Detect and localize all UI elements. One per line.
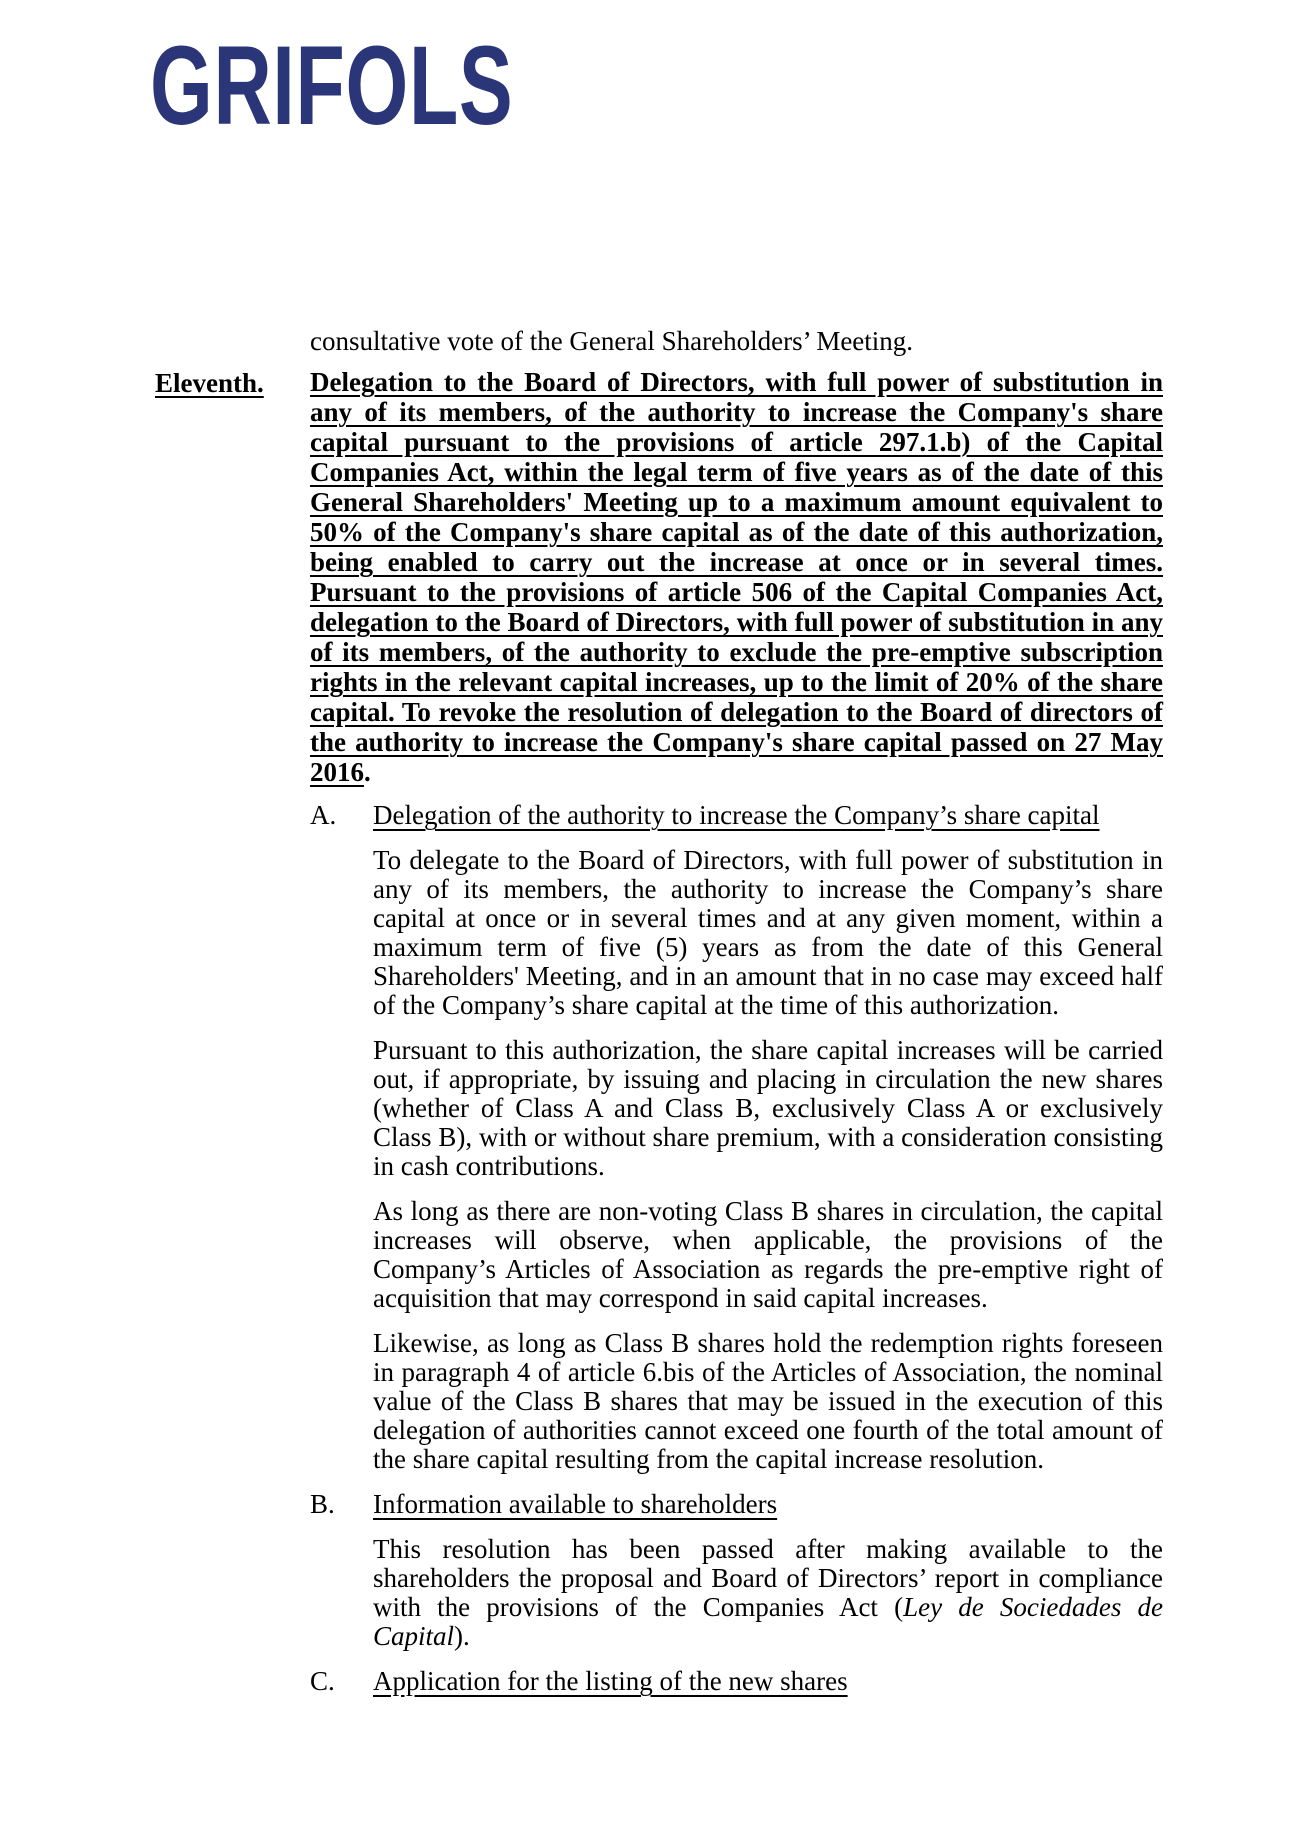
section-c-title: Application for the listing of the new shares	[373, 1666, 848, 1696]
section-b-text-after-italic: ).	[454, 1621, 470, 1651]
resolution-heading-underlined-text: Delegation to the Board of Directors, with full power of substitution in any of its members, of the authority to increase the Company's share capital pursuant to the provisions of article 297.1.b) of the Capital Companies Act, within the legal term of five years as of the date of this General Shareholders' Meeting up to a maximum amount equivalent to 50% of the Company's share capital as of the date of this authorization, being enabled to carry out the increase at once or in several times. Pursuant to the provisions of article 506 of the Capital Companies Act, delegation to the Board of Directors, with full power of substitution in any of its members, of the authority to exclude the pre-emptive subscription rights in the relevant capital increases, up to the limit of 20% of the share capital. To revoke the resolution of delegation to the Board of directors of the authority to increase the Company's share capital passed on 27 May 2016	[310, 367, 1163, 787]
resolution-item-eleventh	[155, 367, 1163, 787]
section-a-title: Delegation of the authority to increase the Company’s share capital	[373, 800, 1100, 830]
section-b-body	[373, 1535, 1163, 1651]
section-c	[310, 1667, 1163, 1696]
resolution-heading-period: .	[364, 757, 371, 787]
section-a-body	[373, 846, 1163, 1474]
section-b-title: Information available to shareholders	[373, 1489, 778, 1519]
section-b-letter: B.	[310, 1489, 335, 1519]
section-b-paragraph-1	[373, 1535, 1163, 1651]
section-a-paragraph-2: Pursuant to this authorization, the share capital increases will be carried out, if appropriate, by issuing and placing in circulation the new shares (whether of Class A and Class B, exclusively Class A or exclusively Class B), with or without share premium, with a consideration consisting in cash contributions.	[373, 1035, 1163, 1181]
section-a-paragraph-4: Likewise, as long as Class B shares hold the redemption rights foreseen in paragraph 4 of article 6.bis of the Articles of Association, the nominal value of the Class B shares that may be issued in the execution of this delegation of authorities cannot exceed one fourth of the total amount of the share capital resulting from the capital increase resolution.	[373, 1328, 1163, 1474]
section-a	[310, 801, 1163, 1474]
section-a-paragraph-3: As long as there are non-voting Class B shares in circulation, the capital increases will observe, when applicable, the provisions of the Company’s Articles of Association as regards the pre-emptive right of acquisition that may correspond in said capital increases.	[373, 1196, 1163, 1313]
section-a-letter: A.	[310, 800, 337, 830]
section-a-paragraph-1: To delegate to the Board of Directors, with full power of substitution in any of its members, the authority to increase the Company’s share capital at once or in several times and at any given moment, within a maximum term of five (5) years as from the date of this General Shareholders' Meeting, and in an amount that in no case may exceed half of the Company’s share capital at the time of this authorization.	[373, 845, 1163, 1020]
document-body	[155, 326, 1163, 1712]
section-a-heading	[310, 801, 1163, 830]
section-b	[310, 1490, 1163, 1651]
section-c-letter: C.	[310, 1666, 335, 1696]
item-number-label: Eleventh.	[155, 368, 264, 398]
section-b-italic-law-name: Ley de Sociedades de Capital	[373, 1592, 1163, 1651]
section-b-text-before-italic: This resolution has been passed after making available to the shareholders the proposal and Board of Directors’ report in compliance with the provisions of the Companies Act (	[373, 1534, 1163, 1622]
section-c-heading	[310, 1667, 1163, 1696]
grifols-logo: GRIFOLS	[150, 23, 514, 148]
intro-paragraph: consultative vote of the General Shareholders’ Meeting.	[310, 326, 914, 356]
section-b-heading	[310, 1490, 1163, 1519]
resolution-heading	[310, 367, 1163, 787]
